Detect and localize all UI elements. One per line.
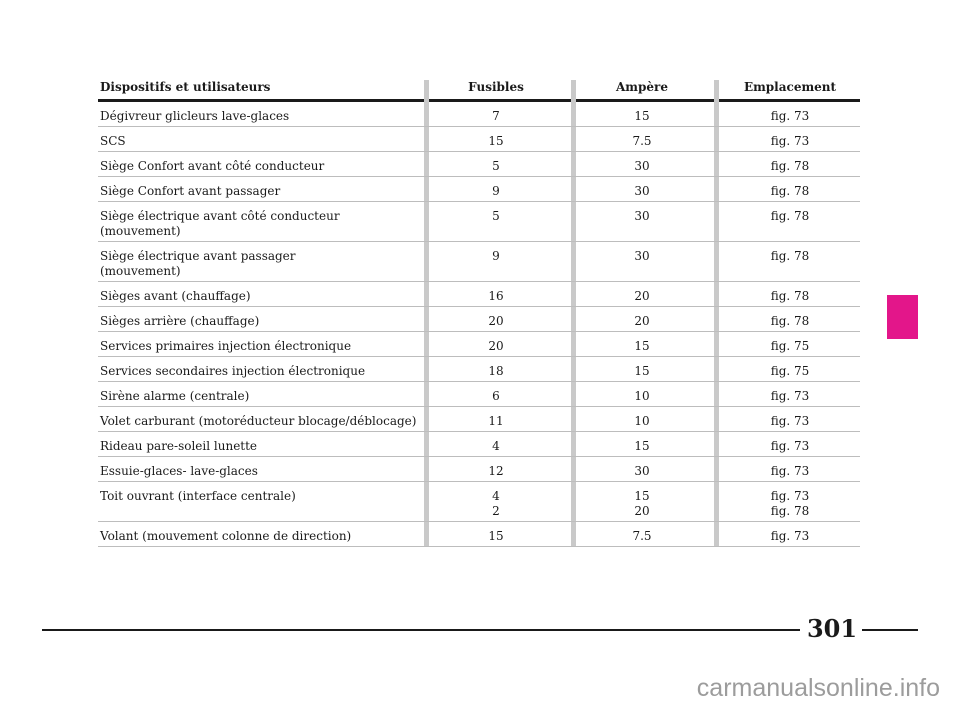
cell-fuse [428, 289, 564, 304]
cell-text: 20 [634, 314, 650, 328]
cell-text: 15 [634, 339, 650, 353]
table-row [98, 457, 860, 482]
cell-fuse [428, 184, 564, 199]
cell-text: 20 [488, 339, 504, 353]
cell-text: 9 [492, 249, 500, 263]
cell-text: 30 [634, 464, 650, 478]
cell-location [720, 289, 860, 304]
cell-text: 5 [492, 159, 500, 173]
cell-location [720, 109, 860, 124]
table-row [98, 357, 860, 382]
cell-location [720, 414, 860, 429]
cell-device [100, 249, 420, 279]
cell-text: fig. 73 [770, 489, 810, 503]
table-row [98, 382, 860, 407]
cell-text: 16 [488, 289, 504, 303]
cell-text: Sièges avant (chauffage) [100, 289, 251, 303]
header-device: Dispositifs et utilisateurs [100, 80, 271, 94]
cell-fuse [428, 314, 564, 329]
cell-text: 20 [634, 504, 650, 518]
footer-rule [42, 629, 800, 631]
cell-device [100, 389, 420, 404]
cell-text: 15 [634, 364, 650, 378]
cell-amp [574, 209, 710, 224]
cell-text: Sièges arrière (chauffage) [100, 314, 260, 328]
cell-text: (mouvement) [100, 224, 181, 238]
cell-device [100, 314, 420, 329]
cell-text: Siège Confort avant passager [100, 184, 281, 198]
cell-text: Volet carburant (motoréducteur blocage/déblocage) [100, 414, 417, 428]
cell-text: Siège électrique avant côté conducteur [100, 209, 340, 223]
cell-location [720, 249, 860, 264]
table-row [98, 407, 860, 432]
cell-text: 30 [634, 184, 650, 198]
table-row [98, 432, 860, 457]
cell-device [100, 289, 420, 304]
cell-amp [574, 389, 710, 404]
cell-amp [574, 159, 710, 174]
cell-text: 7 [492, 109, 500, 123]
cell-device [100, 109, 420, 124]
table-row [98, 177, 860, 202]
cell-device [100, 184, 420, 199]
table-row [98, 102, 860, 127]
header-amp: Ampère [616, 80, 668, 94]
cell-fuse [428, 464, 564, 479]
cell-amp [574, 464, 710, 479]
cell-amp [574, 439, 710, 454]
cell-location [720, 529, 860, 544]
cell-text: 9 [492, 184, 500, 198]
table-row [98, 307, 860, 332]
cell-text: 7.5 [632, 529, 652, 543]
cell-fuse [428, 389, 564, 404]
cell-fuse [428, 249, 564, 264]
cell-text: 6 [492, 389, 500, 403]
cell-device [100, 339, 420, 354]
cell-text: 4 [492, 489, 500, 503]
cell-text: 15 [488, 134, 504, 148]
cell-fuse [428, 339, 564, 354]
cell-location [720, 339, 860, 354]
cell-location [720, 364, 860, 379]
cell-text: 5 [492, 209, 500, 223]
table-row [98, 152, 860, 177]
cell-text: 4 [492, 439, 500, 453]
cell-text: 15 [634, 109, 650, 123]
cell-device [100, 439, 420, 454]
cell-device [100, 134, 420, 149]
cell-text: 20 [488, 314, 504, 328]
cell-amp [574, 364, 710, 379]
cell-text: fig. 75 [770, 339, 810, 353]
cell-text: fig. 78 [770, 289, 810, 303]
cell-text: Services secondaires injection électronique [100, 364, 366, 378]
cell-location [720, 314, 860, 329]
cell-text: fig. 78 [770, 314, 810, 328]
cell-location [720, 209, 860, 224]
cell-text: 15 [634, 439, 650, 453]
cell-text: fig. 78 [770, 504, 810, 518]
table-row [98, 522, 860, 547]
cell-location [720, 389, 860, 404]
cell-text: fig. 78 [770, 159, 810, 173]
cell-device [100, 529, 420, 544]
cell-fuse [428, 439, 564, 454]
table-row [98, 202, 860, 242]
table-row [98, 482, 860, 522]
cell-text: 15 [634, 489, 650, 503]
cell-text: fig. 73 [770, 109, 810, 123]
cell-text: 30 [634, 159, 650, 173]
cell-text: fig. 75 [770, 364, 810, 378]
cell-text: fig. 73 [770, 414, 810, 428]
cell-location [720, 489, 860, 519]
cell-fuse [428, 209, 564, 224]
cell-text: fig. 73 [770, 134, 810, 148]
cell-text: 30 [634, 209, 650, 223]
cell-text: 10 [634, 414, 650, 428]
cell-text: fig. 78 [770, 249, 810, 263]
table-row [98, 242, 860, 282]
cell-device [100, 364, 420, 379]
cell-text: 11 [488, 414, 504, 428]
watermark: carmanualsonline.info [696, 674, 940, 702]
table-row [98, 127, 860, 152]
footer-rule [862, 629, 918, 631]
cell-text: 15 [488, 529, 504, 543]
cell-fuse [428, 109, 564, 124]
cell-amp [574, 184, 710, 199]
header-location: Emplacement [743, 80, 837, 94]
cell-text: (mouvement) [100, 264, 181, 278]
cell-amp [574, 414, 710, 429]
table-row [98, 282, 860, 307]
cell-amp [574, 289, 710, 304]
cell-fuse [428, 529, 564, 544]
table-body [98, 102, 860, 547]
cell-text: fig. 73 [770, 464, 810, 478]
table-row [98, 332, 860, 357]
cell-text: 7.5 [632, 134, 652, 148]
cell-text: Siège Confort avant côté conducteur [100, 159, 325, 173]
cell-text: 18 [488, 364, 504, 378]
cell-location [720, 134, 860, 149]
cell-text: 2 [492, 504, 500, 518]
fuse-table [98, 80, 860, 547]
cell-text: fig. 78 [770, 184, 810, 198]
cell-amp [574, 339, 710, 354]
cell-text: Toit ouvrant (interface centrale) [100, 489, 296, 503]
cell-device [100, 209, 420, 239]
cell-fuse [428, 159, 564, 174]
cell-text: fig. 73 [770, 389, 810, 403]
cell-location [720, 159, 860, 174]
cell-fuse [428, 489, 564, 519]
cell-text: fig. 73 [770, 529, 810, 543]
cell-fuse [428, 134, 564, 149]
cell-text: Siège électrique avant passager [100, 249, 296, 263]
table-header [98, 80, 860, 99]
cell-text: 30 [634, 249, 650, 263]
cell-text: fig. 73 [770, 439, 810, 453]
cell-amp [574, 134, 710, 149]
cell-text: Essuie-glaces- lave-glaces [100, 464, 258, 478]
cell-text: fig. 78 [770, 209, 810, 223]
cell-device [100, 489, 420, 504]
cell-text: 12 [488, 464, 504, 478]
cell-text: 10 [634, 389, 650, 403]
cell-text: Services primaires injection électronique [100, 339, 352, 353]
cell-text: Sirène alarme (centrale) [100, 389, 250, 403]
cell-device [100, 414, 420, 429]
cell-text: Rideau pare-soleil lunette [100, 439, 258, 453]
cell-location [720, 439, 860, 454]
cell-device [100, 464, 420, 479]
cell-amp [574, 489, 710, 519]
cell-amp [574, 529, 710, 544]
cell-location [720, 464, 860, 479]
cell-location [720, 184, 860, 199]
cell-device [100, 159, 420, 174]
cell-fuse [428, 414, 564, 429]
cell-fuse [428, 364, 564, 379]
cell-text: 20 [634, 289, 650, 303]
section-tab-marker [887, 295, 918, 339]
cell-text: Volant (mouvement colonne de direction) [100, 529, 352, 543]
cell-amp [574, 314, 710, 329]
cell-text: Dégivreur glicleurs lave-glaces [100, 109, 290, 123]
cell-text: SCS [100, 134, 126, 148]
header-fuse: Fusibles [468, 80, 524, 94]
cell-amp [574, 249, 710, 264]
cell-amp [574, 109, 710, 124]
page-number: 301 [806, 614, 858, 643]
